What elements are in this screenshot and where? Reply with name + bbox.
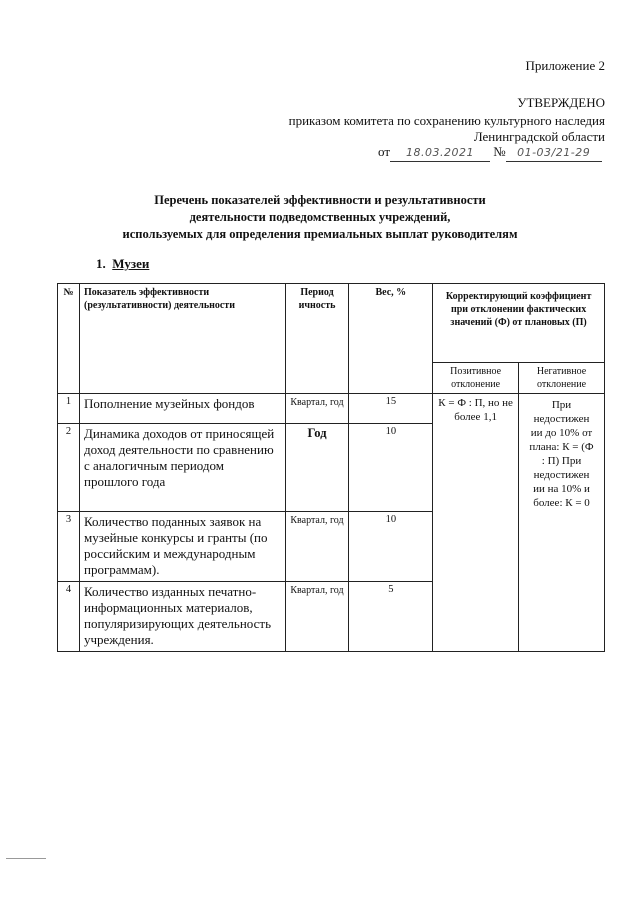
row-number: 3 xyxy=(58,512,80,582)
order-line-1: приказом комитета по сохранению культурного наследия xyxy=(288,113,605,128)
title-line-2: деятельности подведомственных учреждений, xyxy=(189,210,451,224)
row-indicator: Количество поданных заявок на музейные конкурсы и гранты (по российским и международным программам). xyxy=(79,512,285,582)
handwritten-date: 18.03.2021 xyxy=(406,146,474,159)
row-weight: 5 xyxy=(349,582,433,652)
handwritten-number: 01-03/21-29 xyxy=(517,146,591,159)
header-negative: Негативное отклонение xyxy=(519,363,605,394)
header-weight: Вес, % xyxy=(349,284,433,394)
row-period: Квартал, год xyxy=(285,394,349,424)
header-period: Период ичность xyxy=(285,284,349,394)
indicators-table xyxy=(57,283,605,652)
row-period: Квартал, год xyxy=(285,512,349,582)
table-row xyxy=(58,394,605,424)
row-number: 2 xyxy=(58,424,80,512)
positive-deviation-value: К = Ф : П, но не более 1,1 xyxy=(433,394,519,652)
row-weight: 10 xyxy=(349,512,433,582)
row-number: 4 xyxy=(58,582,80,652)
row-period: Год xyxy=(285,424,349,512)
document-title xyxy=(40,192,600,243)
header-positive: Позитивное отклонение xyxy=(433,363,519,394)
row-number: 1 xyxy=(58,394,80,424)
order-date-line xyxy=(378,144,610,162)
header-coefficient: Корректирующий коэффициент при отклонении фактических значений (Ф) от плановых (П) xyxy=(433,284,605,363)
section-heading xyxy=(96,256,149,272)
row-weight: 15 xyxy=(349,394,433,424)
row-indicator: Динамика доходов от приносящей доход деятельности по сравнению с аналогичным периодом прошлого года xyxy=(79,424,285,512)
row-indicator: Количество изданных печатно-информационных материалов, популяризирующих деятельность учреждения. xyxy=(79,582,285,652)
header-num: № xyxy=(58,284,80,394)
header-indicator: Показатель эффективности (результативности) деятельности xyxy=(79,284,285,394)
approved-label: УТВЕРЖДЕНО xyxy=(517,95,605,110)
appendix-label: Приложение 2 xyxy=(525,58,605,73)
section-name: Музеи xyxy=(112,256,150,271)
from-label: от xyxy=(378,144,391,159)
row-weight: 10 xyxy=(349,424,433,512)
section-number: 1. xyxy=(96,256,106,271)
title-line-3: используемых для определения премиальных выплат руководителям xyxy=(122,227,518,241)
scan-mark xyxy=(6,858,46,859)
title-line-1: Перечень показателей эффективности и результативности xyxy=(154,193,486,207)
negative-deviation-value: При недостижен ии до 10% от плана: К = (Ф : П) При недостижен ии на 10% и более: К = 0 xyxy=(519,394,605,652)
number-label: № xyxy=(493,144,506,159)
row-period: Квартал, год xyxy=(285,582,349,652)
order-line-2: Ленинградской области xyxy=(473,129,605,144)
row-indicator: Пополнение музейных фондов xyxy=(79,394,285,424)
